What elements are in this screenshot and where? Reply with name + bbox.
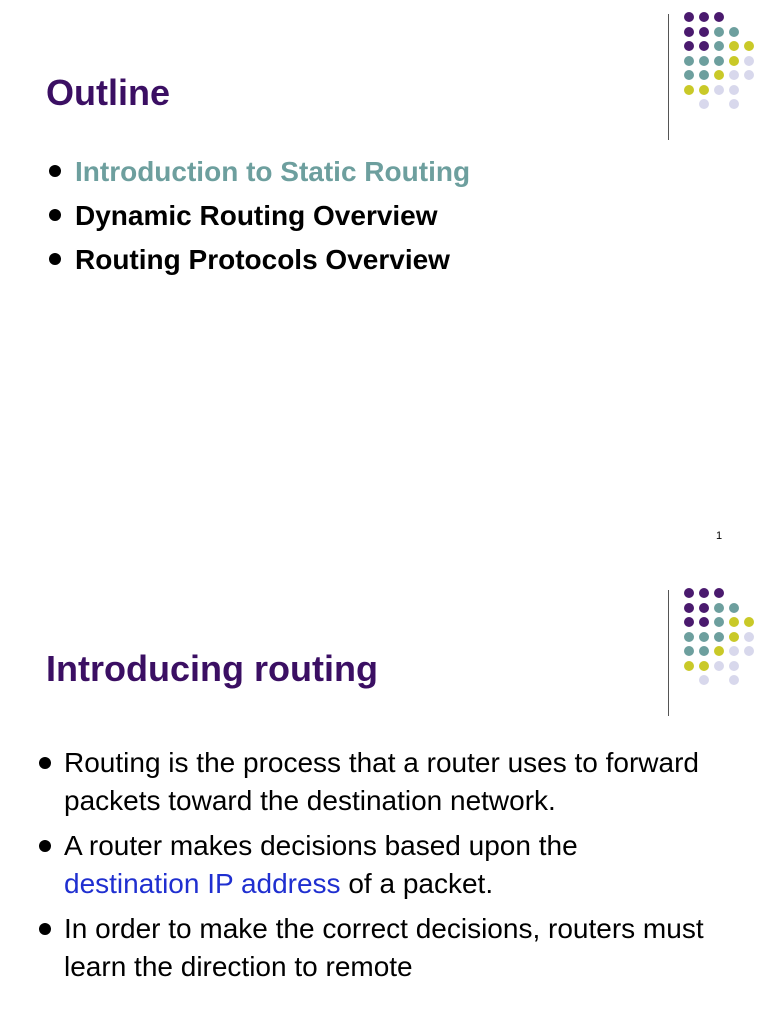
- decorative-dot: [699, 27, 709, 37]
- decorative-dot: [714, 12, 724, 22]
- decorative-dot: [699, 675, 709, 685]
- bullet-text-before: A router makes decisions based upon the: [64, 830, 578, 861]
- decorative-dot: [684, 617, 694, 627]
- list-item: [36, 827, 716, 903]
- decorative-dot: [744, 41, 754, 51]
- slide-title: Outline: [46, 72, 170, 113]
- decorative-dot: [699, 70, 709, 80]
- decorative-dot: [744, 632, 754, 642]
- list-item: [36, 910, 716, 986]
- decorative-dot: [714, 646, 724, 656]
- decorative-dot: [729, 603, 739, 613]
- decorative-dot: [714, 661, 724, 671]
- highlight-text: destination IP address: [64, 868, 341, 899]
- decorative-dot: [729, 617, 739, 627]
- decorative-dot: [684, 588, 694, 598]
- bullet-list: [46, 150, 470, 282]
- decorative-dot: [699, 632, 709, 642]
- bullet-list: [36, 744, 716, 993]
- decorative-dot: [729, 85, 739, 95]
- bullet-text-after: of a packet.: [340, 868, 494, 899]
- decorative-dot: [729, 632, 739, 642]
- decorative-dot: [714, 85, 724, 95]
- list-item: [46, 194, 470, 238]
- decorative-dot: [684, 12, 694, 22]
- bullet-icon: [49, 253, 61, 265]
- list-item: [36, 744, 716, 820]
- bullet-text: In order to make the correct decisions, routers must learn the direction to remote: [64, 913, 704, 982]
- bullet-icon: [39, 923, 51, 935]
- decorative-dot: [714, 632, 724, 642]
- decorative-dot: [699, 588, 709, 598]
- bullet-text: Dynamic Routing Overview: [75, 200, 438, 231]
- decorative-dot: [714, 617, 724, 627]
- decorative-dot: [684, 70, 694, 80]
- list-item: [46, 150, 470, 194]
- bullet-icon: [39, 757, 51, 769]
- decorative-dot: [744, 70, 754, 80]
- decorative-dot: [729, 661, 739, 671]
- decorative-dot: [729, 99, 739, 109]
- bullet-icon: [49, 165, 61, 177]
- decorative-dot: [744, 646, 754, 656]
- decorative-dot: [744, 56, 754, 66]
- decorative-dot: [684, 41, 694, 51]
- decorative-dot: [729, 70, 739, 80]
- decorative-dot: [699, 41, 709, 51]
- decorative-dot: [714, 27, 724, 37]
- bullet-icon: [49, 209, 61, 221]
- decorative-dot: [684, 646, 694, 656]
- decorative-dot: [684, 661, 694, 671]
- decorative-dot: [699, 661, 709, 671]
- decorative-dot: [714, 70, 724, 80]
- slide-title: Introducing routing: [46, 648, 378, 689]
- list-item: [46, 238, 470, 282]
- decorative-dot: [699, 617, 709, 627]
- decorative-dot: [714, 41, 724, 51]
- decorative-divider-line: [668, 14, 669, 140]
- decorative-dot: [729, 56, 739, 66]
- decorative-dot: [699, 603, 709, 613]
- decorative-dot: [699, 56, 709, 66]
- decorative-dot: [699, 646, 709, 656]
- bullet-text: Introduction to Static Routing: [75, 156, 471, 187]
- decorative-divider-line: [668, 590, 669, 716]
- bullet-icon: [39, 840, 51, 852]
- decorative-dot: [744, 617, 754, 627]
- bullet-text: Routing Protocols Overview: [75, 244, 450, 275]
- decorative-dot: [684, 27, 694, 37]
- decorative-dot: [714, 588, 724, 598]
- decorative-dot: [684, 632, 694, 642]
- decorative-dot: [684, 56, 694, 66]
- page-number: 1: [716, 530, 723, 542]
- decorative-dot: [684, 85, 694, 95]
- decorative-dot: [699, 12, 709, 22]
- decorative-dot: [684, 603, 694, 613]
- bullet-text: Routing is the process that a router uses to forward packets toward the destination network.: [64, 747, 699, 816]
- slide-2: [0, 576, 768, 1024]
- decorative-dot: [729, 41, 739, 51]
- decorative-dot: [699, 99, 709, 109]
- decorative-dot: [714, 603, 724, 613]
- decorative-dot: [714, 56, 724, 66]
- decorative-dot: [729, 27, 739, 37]
- decorative-dot: [729, 646, 739, 656]
- decorative-dot: [699, 85, 709, 95]
- decorative-dot: [729, 675, 739, 685]
